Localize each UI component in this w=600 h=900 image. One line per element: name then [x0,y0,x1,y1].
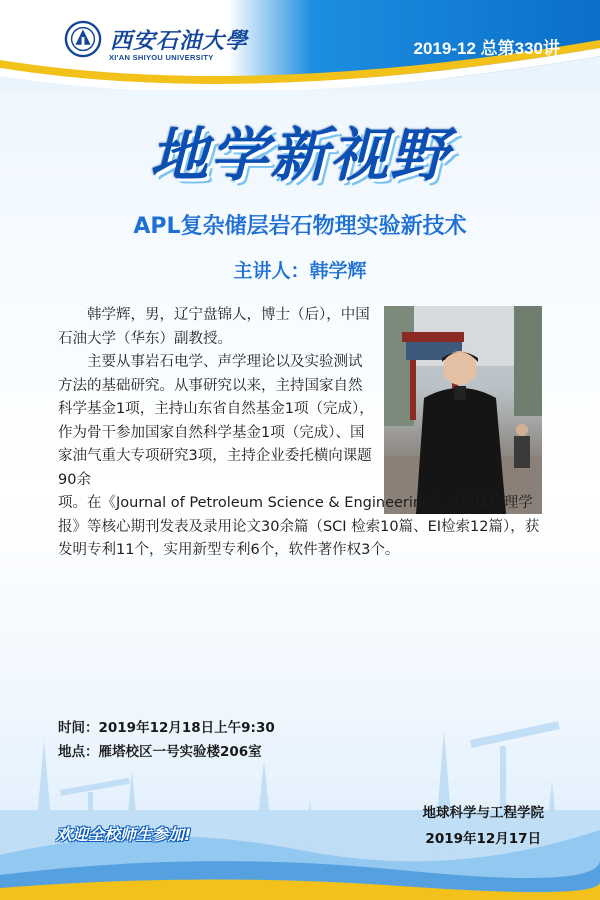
issue-number: 2019-12 总第330讲 [413,39,560,58]
organizer-name: 地球科学与工程学院 [422,805,544,821]
bio-paragraph-intro: 韩学辉，男，辽宁盘锦人，博士（后），中国石油大学（华东）副教授。 [58,307,370,347]
bio-paragraph-research: 主要从事岩石电学、声学理论以及实验测试方法的基础研究。从事研究以来，主持国家自然科学基金1项，主持山东省自然基金1项（完成），作为骨干参加国家自然科学基金1项（完成）、国家油气重大专项研究3项，主持企业委托横向课题90余 [58,354,374,488]
organizer-block [423,800,545,852]
event-location: 地点：雁塔校区一号实验楼206室 [58,744,262,760]
event-time: 时间：2019年12月18日上午9:30 [58,720,275,736]
university-name-cn: 西安石油大學 [110,28,249,54]
speaker-name: 主讲人：韩学辉 [233,260,367,282]
university-name-en: XI'AN SHIYOU UNIVERSITY [109,53,214,62]
bio-paragraph-research-continued: 项。在《Journal of Petroleum Science & Engineering》、《地球物理学报》等核心期刊发表及录用论文30余篇（SCI 检索10篇、EI检索12篇），获发明专利11个，实用新型专利6个，软件著作权3个。 [58,495,540,558]
lecture-topic: APL复杂储层岩石物理实验新技术 [133,214,467,239]
university-logo-icon [64,20,102,58]
welcome-slogan: 欢迎全校师生参加! [56,825,192,844]
lecture-series-title: 地学新视野 [149,121,450,189]
speaker-biography [58,304,544,563]
notice-date: 2019年12月17日 [425,831,542,847]
